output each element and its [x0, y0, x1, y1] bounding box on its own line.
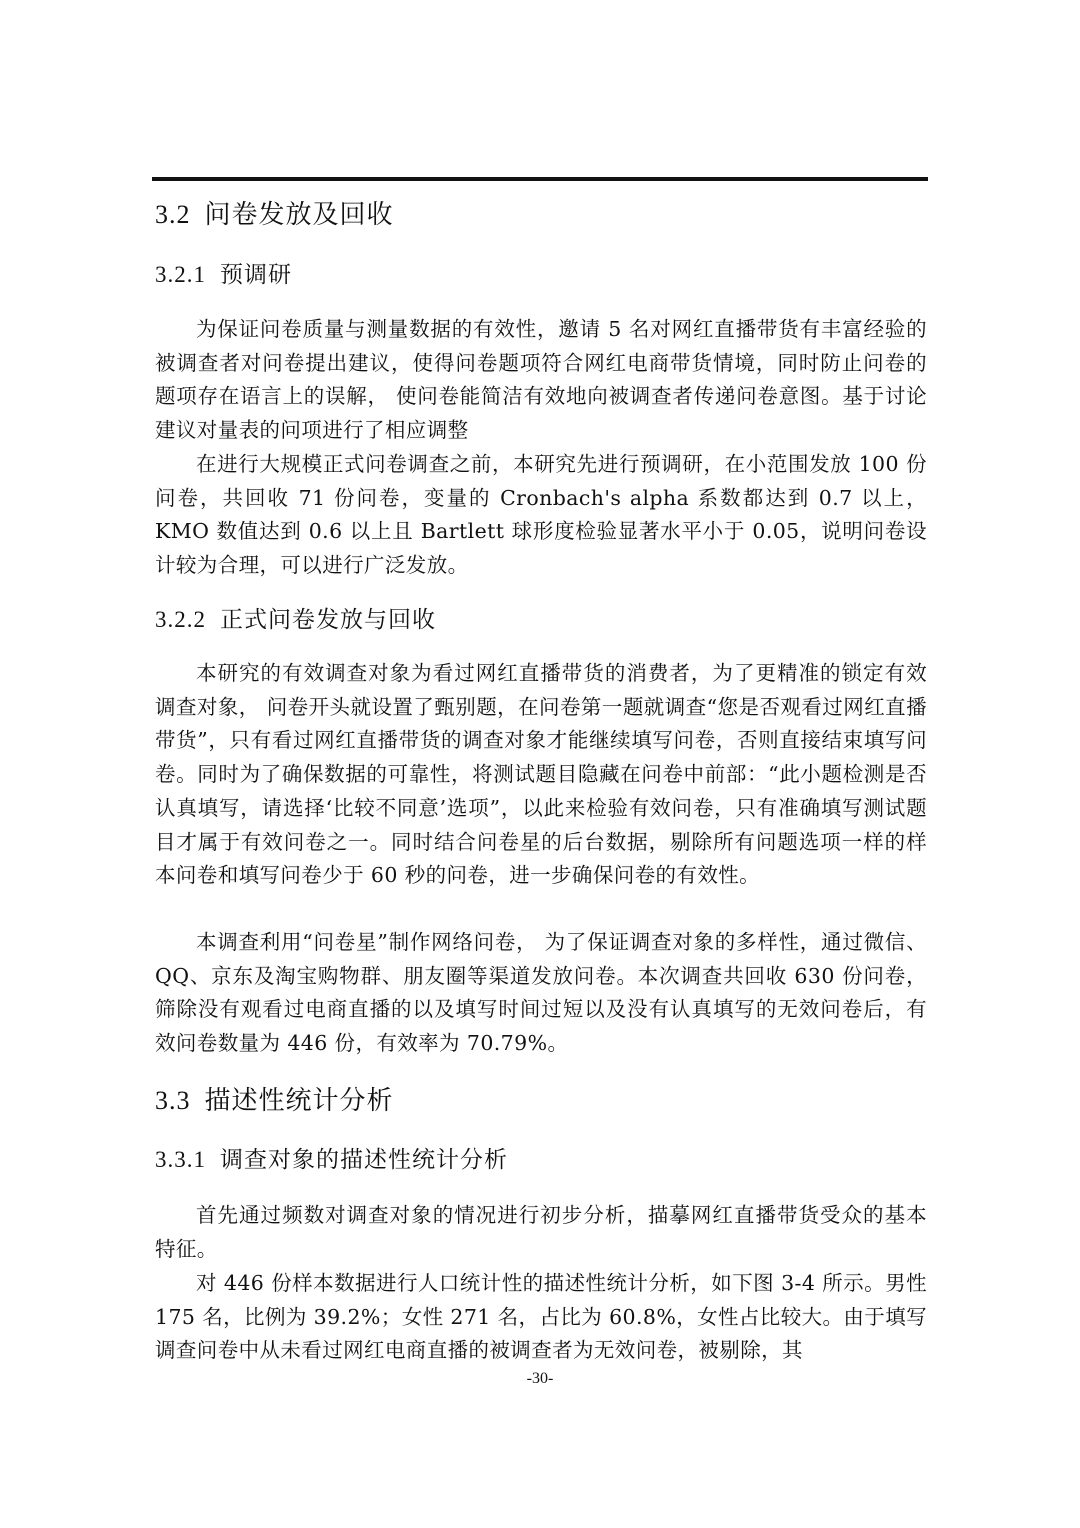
paragraph-pretest-result: 在进行大规模正式问卷调查之前，本研究先进行预调研，在小范围发放 100 份问卷，共回收 71 份问卷，变量的 Cronbach's alpha 系数都达到 0.7 以上，KMO 数值达到 0.6 以上且 Bartlett 球形度检验显著水平小于 0.05，说明问卷设计较为合理，可以进行广泛发放。 [155, 452, 927, 578]
paragraph-distribution: 本调查利用“问卷星”制作网络问卷， 为了保证调查对象的多样性，通过微信、QQ、京东及淘宝购物群、朋友圈等渠道发放问卷。本次调查共回收 630 份问卷，筛除没有观看过电商直播的以及填写时间过短以及没有认真填写的无效问卷后，有效问卷数量为 446 份，有效率为 70.79%。 [155, 930, 927, 1056]
section-number: 3.3 [155, 1086, 191, 1115]
subsection-heading-3-3-1 [155, 1146, 508, 1174]
paragraph-screening: 本研究的有效调查对象为看过网红直播带货的消费者，为了更精准的锁定有效调查对象， 问卷开头就设置了甄别题，在问卷第一题就调查“您是否观看过网红直播带货”，只有看过网红直播带货的调查对象才能继续填写问卷，否则直接结束填写问卷。同时为了确保数据的可靠性，将测试题目隐藏在问卷中前部：“此小题检测是否认真填写，请选择‘比较不同意’选项”，以此来检验有效问卷，只有准确填写测试题目才属于有效问卷之一。同时结合问卷星的后台数据，剔除所有问题选项一样的样本问卷和填写问卷少于 60 秒的问卷，进一步确保问卷的有效性。 [155, 661, 927, 888]
section-number: 3.2 [155, 200, 191, 229]
section-title: 问卷发放及回收 [204, 200, 394, 230]
page-number: -30- [526, 1370, 554, 1387]
header-rule [152, 177, 928, 181]
subsection-title: 调查对象的描述性统计分析 [220, 1147, 508, 1173]
subsection-number: 3.2.1 [155, 262, 206, 287]
subsection-heading-3-2-1 [155, 261, 292, 289]
subsection-title: 正式问卷发放与回收 [220, 607, 436, 633]
section-heading-3-3 [155, 1086, 394, 1116]
subsection-title: 预调研 [220, 262, 292, 288]
paragraph-pretest-purpose: 为保证问卷质量与测量数据的有效性，邀请 5 名对网红直播带货有丰富经验的被调查者对问卷提出建议，使得问卷题项符合网红电商带货情境，同时防止问卷的题项存在语言上的误解， 使问卷能简洁有效地向被调查者传递问卷意图。基于讨论建议对量表的问项进行了相应调整 [155, 317, 927, 443]
subsection-heading-3-2-2 [155, 606, 436, 634]
subsection-number: 3.3.1 [155, 1147, 206, 1172]
section-heading-3-2 [155, 200, 394, 230]
paragraph-frequency-analysis: 首先通过频数对调查对象的情况进行初步分析，描摹网红直播带货受众的基本特征。 [155, 1203, 927, 1261]
paragraph-demographics: 对 446 份样本数据进行人口统计性的描述性统计分析，如下图 3-4 所示。男性 175 名，比例为 39.2%；女性 271 名，占比为 60.8%，女性占比较大。由于填写调查问卷中从未看过网红电商直播的被调查者为无效问卷，被剔除，其 [155, 1271, 927, 1363]
subsection-number: 3.2.2 [155, 607, 206, 632]
section-title: 描述性统计分析 [204, 1086, 394, 1116]
